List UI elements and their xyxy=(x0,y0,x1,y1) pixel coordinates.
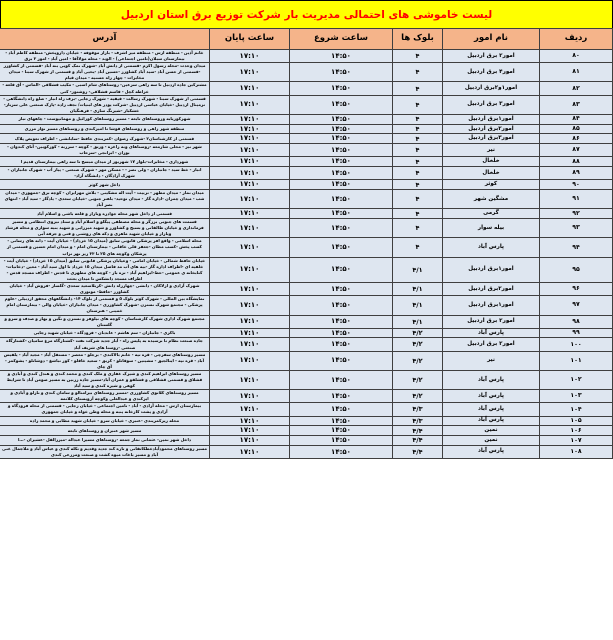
cell-address: مسیر روستاهای سفرچی - قره تپه - خانم بالاکندی - برجلو - معصر - مستقل آباد - مجید آباد - یلقیس آباد - قره تپه - اینالجیق - مشیتین - سوقاتلو - کربق - سعید خاقلو - کور تباشغ - دوشاتلو - یشوکمر - آق چای xyxy=(0,351,210,370)
cell-index: ۸۵ xyxy=(540,124,613,134)
cell-blocks: ۴/۳ xyxy=(393,416,443,426)
cell-start-time: ۱۴:۵۰ xyxy=(290,338,393,351)
cell-index: ۸۴ xyxy=(540,114,613,124)
cell-blocks: ۴ xyxy=(393,95,443,114)
cell-index: ۱۰۳ xyxy=(540,390,613,403)
cell-address: مسیر روستاهای کلاتوی کشاورزی -مسیر روستاهای بیرامتالو و سامان کندی و نازلو و آبادی و ایرکندی و عبدالعلی وکوچه آرویستای کلاتمه xyxy=(0,390,210,403)
cell-blocks: ۴ xyxy=(393,209,443,219)
cell-index: ۹۱ xyxy=(540,190,613,209)
cell-office-name: امور۱برق اردبیل xyxy=(443,257,540,282)
cell-end-time: ۱۷:۱۰ xyxy=(210,209,290,219)
cell-start-time: ۱۴:۵۰ xyxy=(290,445,393,458)
cell-blocks: ۴/۱ xyxy=(393,283,443,296)
cell-index: ۸۱ xyxy=(540,63,613,82)
cell-end-time: ۱۷:۱۰ xyxy=(210,403,290,416)
cell-address: باکری - جانبازان - سم هاشم - عابدبان - فرودگاه - خیابان شهید رجایی xyxy=(0,328,210,338)
cell-office-name: مشگین شهر xyxy=(443,190,540,209)
cell-start-time: ۱۴:۵۰ xyxy=(290,157,393,167)
cell-start-time: ۱۴:۵۰ xyxy=(290,426,393,436)
cell-address: انبار - خط سید - جانبازان - ولی نصر - - مسکن مهر - شهرک صنعتی - پیاز آب - شهرک جانبازان - شهرک آزادگان - دانشگاه آزاد- xyxy=(0,167,210,180)
table-row[interactable] xyxy=(0,426,613,436)
cell-index: ۸۹ xyxy=(540,167,613,180)
cell-end-time: ۱۷:۱۰ xyxy=(210,238,290,257)
column-header-name[interactable]: نام امور xyxy=(443,29,540,50)
cell-end-time: ۱۷:۱۰ xyxy=(210,144,290,157)
cell-start-time: ۱۴:۵۰ xyxy=(290,134,393,144)
cell-blocks: ۴/۱ xyxy=(393,257,443,282)
cell-end-time: ۱۷:۱۰ xyxy=(210,63,290,82)
cell-end-time: ۱۷:۱۰ xyxy=(210,328,290,338)
cell-blocks: ۴/۴ xyxy=(393,445,443,458)
cell-blocks: ۴ xyxy=(393,190,443,209)
cell-start-time: ۱۴:۵۰ xyxy=(290,436,393,446)
cell-end-time: ۱۷:۱۰ xyxy=(210,50,290,63)
table-row[interactable] xyxy=(0,328,613,338)
cell-office-name: امور۳برق اردبیل xyxy=(443,134,540,144)
table-header-row xyxy=(0,29,613,50)
cell-end-time: ۱۷:۱۰ xyxy=(210,283,290,296)
cell-blocks: ۴/۱ xyxy=(393,296,443,315)
cell-office-name: امور۲ برق اردبیل xyxy=(443,315,540,328)
cell-office-name: امور۳ برق اردبیل xyxy=(443,95,540,114)
cell-index: ۸۳ xyxy=(540,95,613,114)
cell-blocks: ۴ xyxy=(393,167,443,180)
cell-office-name: پارس آباد xyxy=(443,328,540,338)
cell-index: ۱۰۱ xyxy=(540,351,613,370)
cell-office-name: امور۱برق اردبیل xyxy=(443,296,540,315)
cell-index: ۹۵ xyxy=(540,257,613,282)
cell-start-time: ۱۴:۵۰ xyxy=(290,257,393,282)
cell-start-time: ۱۴:۵۰ xyxy=(290,416,393,426)
cell-index: ۱۰۰ xyxy=(540,338,613,351)
table-row[interactable] xyxy=(0,209,613,219)
cell-blocks: ۴/۱ xyxy=(393,315,443,328)
cell-office-name: خلخال xyxy=(443,167,540,180)
cell-address: میدان وحدت -محله رسول اکرم -قسمتی از دانش آباد -شهرک نمک کویی بنه آباد -قسمتی از کشاورز -قسمتی از حسن آباد -سید آباد کشاورز -حسین آباد -یحیی آباد و قسمتی از شهرک سبنا - میدان مخابرات - چهار راه حسنیه - میدان قیام xyxy=(0,63,210,82)
cell-end-time: ۱۷:۱۰ xyxy=(210,95,290,114)
cell-end-time: ۱۷:۱۰ xyxy=(210,167,290,180)
cell-blocks: ۴ xyxy=(393,144,443,157)
table-row[interactable] xyxy=(0,134,613,144)
cell-blocks: ۴ xyxy=(393,114,443,124)
cell-blocks: ۴ xyxy=(393,180,443,190)
cell-index: ۹۶ xyxy=(540,283,613,296)
cell-blocks: ۴/۳ xyxy=(393,403,443,416)
cell-end-time: ۱۷:۱۰ xyxy=(210,114,290,124)
cell-address: بیمارستان ارس - محله آزادی - آباد - تامین اجتماعی - خیابان رجایی - قسمتی از محله فرودگاه و آزادی و پشت کارخانه پنبه و محله وطن خواه و خیابان جمهوری xyxy=(0,403,210,416)
outage-schedule-table xyxy=(0,28,613,459)
cell-address: خیابان حافظ شمالی - خیابان امامی - وخیابان پزشکی قانونی سابق (میدان ۱۵ خرداد) - خیابان آیت - خلفیه ای -اطراف اداره گاز -بیه های آب مد فاضل میدان ۱۵ خرداد تا اول سید آباد - معین -دخانیات- کتابخانه ی عمومی -حط-ابراهیم آباد - تره بار - کوچه های مطهری تا قدس - اطراف مسجد قدس - اطراف مسجد دانشکس تا میدان بعثت xyxy=(0,257,210,282)
cell-office-name: امور۲ برق اردبیل xyxy=(443,50,540,63)
cell-index: ۸۰ xyxy=(540,50,613,63)
cell-start-time: ۱۴:۵۰ xyxy=(290,283,393,296)
cell-address: محله اسلامی - واقع افر پزشکی قانونی سابق (میدان ۱۵ خرداد) - خیابان آیت - دانه های رسانی - کسب پخش -کسب مطان -جعفر قلی خاقانی - بیمارستان امام - و میدان امام حسین و قسمتی از پزشکان وکوچه های ۲۵ تا ۳۳ زیر نهر تراب xyxy=(0,238,210,257)
cell-address: شهرک آزادی و ازلاکان - دانشی -چهارراه دانش -کربلاسعید سعدی -گلسار -فروش آباد - خیابان کشاورز -حافظ- موتوری xyxy=(0,283,210,296)
table-row[interactable] xyxy=(0,144,613,157)
cell-end-time: ۱۷:۱۰ xyxy=(210,82,290,95)
table-row[interactable] xyxy=(0,436,613,446)
cell-end-time: ۱۷:۱۰ xyxy=(210,190,290,209)
cell-address: شهر نیر - محلی شازمعه -روستاهای ونه زاغره - ورتق - کوچه - سزرنه - کورکوبین- آتای کندوان - بوزان - ابرانجی -سرحاب xyxy=(0,144,210,157)
cell-office-name: پارس آباد xyxy=(443,238,540,257)
table-row[interactable] xyxy=(0,238,613,257)
table-row[interactable] xyxy=(0,445,613,458)
column-header-index[interactable]: ردیف xyxy=(540,29,613,50)
cell-end-time: ۱۷:۱۰ xyxy=(210,257,290,282)
cell-address: مسیر روستاهای محمودآبادخطکاتقانی و تازه کند جدید وقدیم و تکله کندی و عباس آباد و ملاجمال غنی آباد و مسیر باغات میوه کشت و صنعت ومزرعی کندی xyxy=(0,445,210,458)
cell-start-time: ۱۴:۵۰ xyxy=(290,114,393,124)
table-header xyxy=(0,29,613,50)
cell-address: محله زیرکمربندی -عنبری - خیابان سرو - خیابان شهید مطابی و محمد زاده xyxy=(0,416,210,426)
cell-office-name: پارس آباد xyxy=(443,445,540,458)
cell-blocks: ۴/۲ xyxy=(393,390,443,403)
cell-address: قسمتی از داخل شهر محله جوادره وبازار و قلعه باشی و اسلام آباد xyxy=(0,209,210,219)
cell-start-time: ۱۴:۵۰ xyxy=(290,82,393,95)
cell-blocks: ۴/۴ xyxy=(393,436,443,446)
cell-end-time: ۱۷:۱۰ xyxy=(210,338,290,351)
cell-end-time: ۱۷:۱۰ xyxy=(210,416,290,426)
cell-office-name: کوثر xyxy=(443,180,540,190)
table-row[interactable] xyxy=(0,95,613,114)
cell-office-name: گرمی xyxy=(443,209,540,219)
cell-end-time: ۱۷:۱۰ xyxy=(210,134,290,144)
page-title: لیست خاموشی های احتمالی مدیریت بار شرکت توزیع برق استان اردبیل xyxy=(120,8,493,21)
cell-end-time: ۱۷:۱۰ xyxy=(210,436,290,446)
cell-office-name: نیر xyxy=(443,144,540,157)
cell-index: ۱۰۵ xyxy=(540,416,613,426)
cell-start-time: ۱۴:۵۰ xyxy=(290,50,393,63)
cell-blocks: ۴/۲ xyxy=(393,338,443,351)
cell-index: ۱۰۶ xyxy=(540,426,613,436)
cell-start-time: ۱۴:۵۰ xyxy=(290,296,393,315)
cell-start-time: ۱۴:۵۰ xyxy=(290,190,393,209)
cell-office-name: نمین xyxy=(443,436,540,446)
title-banner xyxy=(0,0,613,28)
cell-office-name: امور۱برق اردبیل xyxy=(443,114,540,124)
table-row[interactable] xyxy=(0,403,613,416)
cell-blocks: ۴ xyxy=(393,134,443,144)
cell-index: ۹۸ xyxy=(540,315,613,328)
cell-office-name: خلخال xyxy=(443,157,540,167)
table-row[interactable] xyxy=(0,190,613,209)
cell-office-name: نیر xyxy=(443,351,540,370)
table-row[interactable] xyxy=(0,416,613,426)
table-body xyxy=(0,50,613,459)
cell-address: خانم آذین - منطقه ارس - منطقه میر اشرف - بازار موقوفه - خیابان داروپخش- منطقه کاظم آباد - بیمارستان سبلان(تامین اجتماعی) - الوند - محله مولاآقا - امین آباد - امور ۲ برق xyxy=(0,50,210,63)
cell-office-name: امور۲ برق اردبیل xyxy=(443,338,540,351)
cell-start-time: ۱۴:۵۰ xyxy=(290,95,393,114)
cell-start-time: ۱۴:۵۰ xyxy=(290,180,393,190)
cell-office-name: امور۴ برق اردبیل xyxy=(443,63,540,82)
cell-start-time: ۱۴:۵۰ xyxy=(290,63,393,82)
cell-address: منطقه شهر راهی و روستاهای قوشا تا امیرکندی و روستاهای مسیر نوار مرزی xyxy=(0,124,210,134)
cell-start-time: ۱۴:۵۰ xyxy=(290,124,393,134)
column-header-start[interactable]: ساعت شروع xyxy=(290,29,393,50)
table-row[interactable] xyxy=(0,167,613,180)
cell-address: مسیر شهر عنبران و روستاهای تابعه xyxy=(0,426,210,436)
cell-office-name: پارس آباد xyxy=(443,390,540,403)
cell-blocks: ۴ xyxy=(393,63,443,82)
cell-office-name: پارس آباد xyxy=(443,403,540,416)
column-header-address[interactable]: آدرس xyxy=(0,29,210,50)
cell-office-name: امور۲برق اردبیل xyxy=(443,283,540,296)
table-row[interactable] xyxy=(0,219,613,238)
table-row[interactable] xyxy=(0,257,613,282)
cell-office-name: بیله سوار xyxy=(443,219,540,238)
cell-index: ۸۲ xyxy=(540,82,613,95)
cell-blocks: ۴/۲ xyxy=(393,351,443,370)
cell-end-time: ۱۷:۱۰ xyxy=(210,124,290,134)
cell-end-time: ۱۷:۱۰ xyxy=(210,180,290,190)
cell-index: ۱۰۷ xyxy=(540,436,613,446)
table-row[interactable] xyxy=(0,338,613,351)
table-row[interactable] xyxy=(0,351,613,370)
cell-start-time: ۱۴:۵۰ xyxy=(290,167,393,180)
cell-office-name: پارس آباد xyxy=(443,416,540,426)
cell-address: مسیر روستاهای ابراهیم کندی و شیرک غفاری و ملک کندی و محمد کندی و هندل کندی و آبادی و قشلاق و قسمتی قشلاقی و قشلقو و عمران آباد-مسیر جاده زرنین به مسیر صومن آباد تا شرایط کوهی و شیره کندی و سید آباد xyxy=(0,370,210,389)
cell-index: ۹۳ xyxy=(540,219,613,238)
cell-end-time: ۱۷:۱۰ xyxy=(210,426,290,436)
cell-end-time: ۱۷:۱۰ xyxy=(210,370,290,389)
cell-blocks: ۴ xyxy=(393,219,443,238)
table-row[interactable] xyxy=(0,124,613,134)
cell-address: داخل شهر کوثر xyxy=(0,180,210,190)
cell-address: جاده صنعت نظام تا نرسیده به پلیس راه - آبار جدید شرکت نفت -کشتارگاه مرغ سامیان -کشتارگاه صنعتی -روستا های شریف آباد xyxy=(0,338,210,351)
cell-end-time: ۱۷:۱۰ xyxy=(210,219,290,238)
cell-index: ۹۴ xyxy=(540,238,613,257)
cell-end-time: ۱۷:۱۰ xyxy=(210,351,290,370)
cell-start-time: ۱۴:۵۰ xyxy=(290,209,393,219)
cell-start-time: ۱۴:۵۰ xyxy=(290,370,393,389)
cell-address: قسمتی از شهرک سبنا - شهرک رسالت - قیقیه - شهرک رجایی -برف راه انبار - ضلع راه دانشگاهی - ترمینال اردبیل -خیابان عباسی اردبیل -شرکت پودر های لبنیات/ نجف زاده -پارک صنعتی علی سرباز- خشکبار -شیرنگ سازی - فرهنگیان xyxy=(0,95,210,114)
table-row[interactable] xyxy=(0,63,613,82)
table-row[interactable] xyxy=(0,157,613,167)
cell-start-time: ۱۴:۵۰ xyxy=(290,315,393,328)
cell-blocks: ۴ xyxy=(393,50,443,63)
cell-start-time: ۱۴:۵۰ xyxy=(290,390,393,403)
table-row[interactable] xyxy=(0,296,613,315)
cell-address: شهرکوربابه وروستاهای تابعه - مسیر روستاهای کورائیل و مهمانپوست - چاههای تبار xyxy=(0,114,210,124)
cell-end-time: ۱۷:۱۰ xyxy=(210,315,290,328)
table-row[interactable] xyxy=(0,283,613,296)
cell-index: ۸۷ xyxy=(540,144,613,157)
cell-office-name: پارس آباد xyxy=(443,370,540,389)
table-row[interactable] xyxy=(0,114,613,124)
cell-index: ۸۶ xyxy=(540,134,613,144)
cell-address: قسمتی از کارشناسان۲ -شهرک رضوان -کمربندی حافظ -ساباتشی - اطراف تعویض پلاک xyxy=(0,134,210,144)
cell-office-name: امور۱و۲برق اردبیل xyxy=(443,82,540,95)
cell-end-time: ۱۷:۱۰ xyxy=(210,445,290,458)
column-header-blocks[interactable]: بلوک ها xyxy=(393,29,443,50)
cell-blocks: ۴ xyxy=(393,124,443,134)
cell-address: میدان نماز - میدان مطهر - تربیت - آیت اله مشکینی - بلاش مهرایران - کوچه برق -جمهوری - میدان شب - میدان چمران -اداره گاز - میدان توحید- باهنر جنوبی -خیابان سعدی - یادگار - سید آباد - انتهای نصر آباد xyxy=(0,190,210,209)
cell-start-time: ۱۴:۵۰ xyxy=(290,219,393,238)
cell-index: ۹۲ xyxy=(540,209,613,219)
column-header-end[interactable]: ساعت پایان xyxy=(210,29,290,50)
table-row[interactable] xyxy=(0,82,613,95)
cell-office-name: نمین xyxy=(443,426,540,436)
cell-start-time: ۱۴:۵۰ xyxy=(290,328,393,338)
cell-index: ۹۷ xyxy=(540,296,613,315)
cell-end-time: ۱۷:۱۰ xyxy=(210,296,290,315)
table-row[interactable] xyxy=(0,50,613,63)
cell-address: نمایشگاه بین المللی - شهرک کوثر بلوک ۵ و قسمتی از بلوک ۱۴- دانشگاههای محقق اردبیلی -علوم پزشکی - مجتمع شهرک نسترن -شهرک کشاورزی - میدان جانبازان -خیابان والی - بیمارستان امام خمینی - هنرستان xyxy=(0,296,210,315)
cell-blocks: ۴/۴ xyxy=(393,426,443,436)
table-row[interactable] xyxy=(0,180,613,190)
cell-start-time: ۱۴:۵۰ xyxy=(290,144,393,157)
cell-blocks: ۴/۲ xyxy=(393,328,443,338)
cell-address: قسمت های جنوبی بزرگر و محله مصطفی پیگلو و اسلام آباد و ستاد نیروی انتظامی و مسیر فرمانداری و خیابان طالقانی و بسیج و کشاورز و شهید میرزایی و شهید بنیه سوازی و محله فرشاد وبازار و خیابان شهید ماهری و دکه های روشنی و فتی و جرفه آبی xyxy=(0,219,210,238)
cell-address: مشترکین جاده اردبیل تا سه راهی سرعین- روستاهای شام اسبی - مکیب قشلاقی -الماس - آق قلعه - خراطه کچل - قاسم قشلاقی- روشتور- کتی xyxy=(0,82,210,95)
table-row[interactable] xyxy=(0,390,613,403)
cell-end-time: ۱۷:۱۰ xyxy=(210,390,290,403)
cell-address: مجتمع شهرک اداری شهرک کارشناسان - کوچه های نیلوفر و نسترن و نگین و بهار و صدف و سرو و گلستان xyxy=(0,315,210,328)
cell-start-time: ۱۴:۵۰ xyxy=(290,403,393,416)
cell-index: ۱۰۲ xyxy=(540,370,613,389)
cell-address: داخل شهر نمین- عثمانی نماز جمعه -روستاهای مسیرا عبداله -میرزالقل -عشیران -…ا xyxy=(0,436,210,446)
cell-start-time: ۱۴:۵۰ xyxy=(290,238,393,257)
table-row[interactable] xyxy=(0,370,613,389)
cell-index: ۹۰ xyxy=(540,180,613,190)
table-row[interactable] xyxy=(0,315,613,328)
cell-index: ۱۰۴ xyxy=(540,403,613,416)
cell-address: شهرداری - مخابرات-بلوار ۱۷ شهریور از میدان مبسج تا سه راهی بیمارستان قدیم ا xyxy=(0,157,210,167)
cell-start-time: ۱۴:۵۰ xyxy=(290,351,393,370)
cell-index: ۹۹ xyxy=(540,328,613,338)
cell-office-name: امور۲برق اردبیل xyxy=(443,124,540,134)
cell-blocks: ۴/۲ xyxy=(393,370,443,389)
cell-index: ۱۰۸ xyxy=(540,445,613,458)
cell-end-time: ۱۷:۱۰ xyxy=(210,157,290,167)
cell-index: ۸۸ xyxy=(540,157,613,167)
cell-blocks: ۴ xyxy=(393,238,443,257)
cell-blocks: ۴ xyxy=(393,82,443,95)
cell-blocks: ۴ xyxy=(393,157,443,167)
